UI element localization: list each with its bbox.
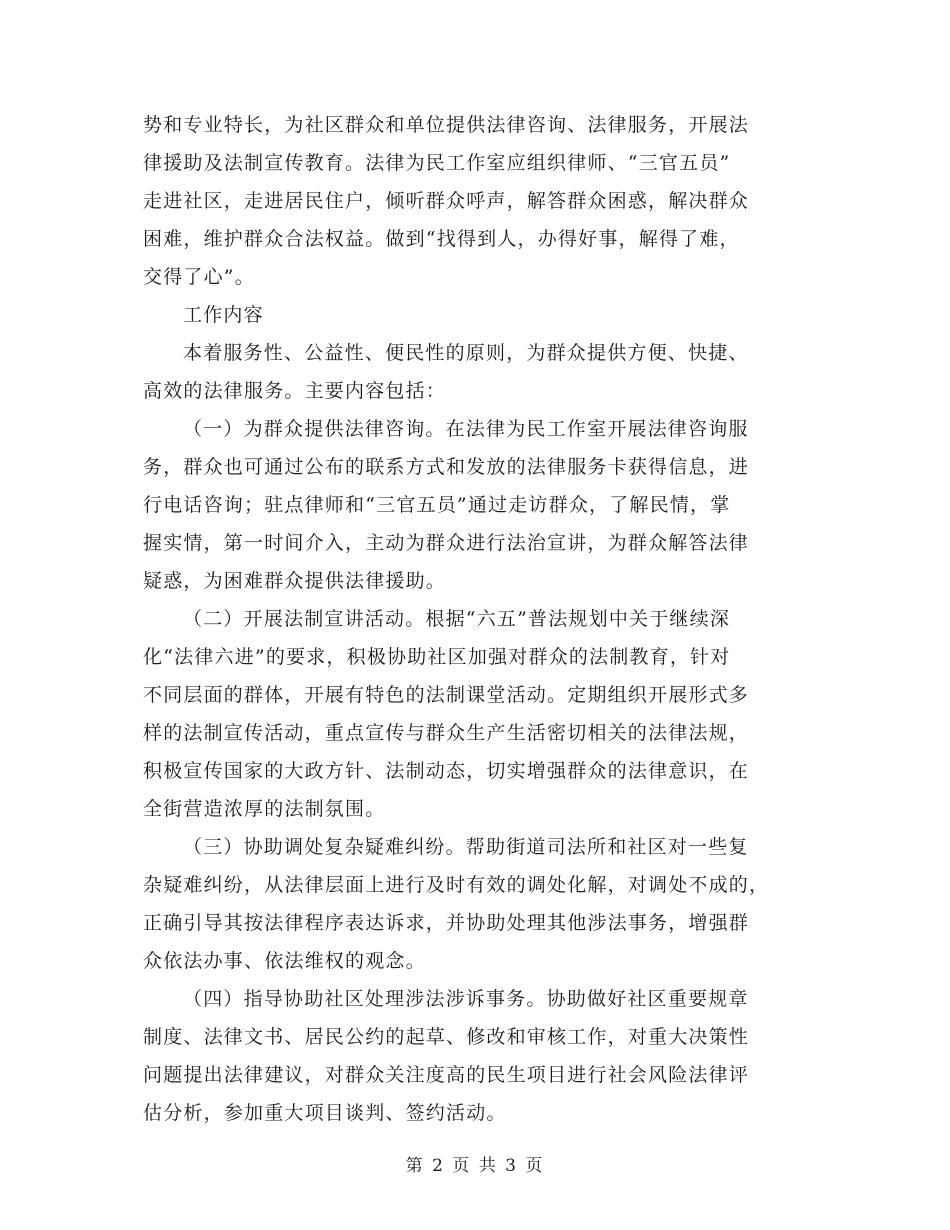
text-line: 制度、法律文书、居民公约的起草、修改和审核工作，对重大决策性 [143,1026,750,1048]
text-line: （四）指导协助社区处理涉法涉诉事务。协助做好社区重要规章 [183,988,749,1010]
section-heading-work-content [143,296,803,334]
text-line: 势和专业特长，为社区群众和单位提供法律咨询、法律服务，开展法 [143,114,750,136]
text-line: 困难，维护群众合法权益。做到“找得到人，办得好事，解得了难， [143,228,740,250]
text-line: 本着服务性、公益性、便民性的原则，为群众提供方便、快捷、 [183,342,749,364]
text-line: 行电话咨询；驻点律师和“三官五员”通过走访群众，了解民情，掌 [143,494,731,516]
text-line: 走进社区，走进居民住户，倾听群众呼声，解答群众困惑，解决群众 [143,190,750,212]
text-line: （三）协助调处复杂疑难纠纷。帮助街道司法所和社区对一些复 [183,836,749,858]
text-line: 握实情，第一时间介入，主动为群众进行法治宣讲，为群众解答法律 [143,532,750,554]
document-body [143,106,803,1132]
text-line: 样的法制宣传活动，重点宣传与群众生产生活密切相关的法律法规， [143,722,750,744]
text-line: 化“法律六进”的要求，积极协助社区加强对群众的法制教育，针对 [143,646,731,668]
paragraph-item-4 [143,980,803,1132]
text-line: （一）为群众提供法律咨询。在法律为民工作室开展法律咨询服 [183,418,749,440]
text-line: 积极宣传国家的大政方针、法制动态，切实增强群众的法律意识，在 [143,760,750,782]
page-number-footer: 第 2 页 共 3 页 [405,1156,545,1176]
paragraph-item-2 [143,600,803,828]
text-line: 不同层面的群体，开展有特色的法制课堂活动。定期组织开展形式多 [143,684,750,706]
paragraph-principles [143,334,803,410]
text-line: 问题提出法律建议，对群众关注度高的民生项目进行社会风险法律评 [143,1064,750,1086]
heading-line: 工作内容 [183,304,264,326]
text-line: 律援助及法制宣传教育。法律为民工作室应组织律师、“三官五员” [143,152,731,174]
text-line: 务，群众也可通过公布的联系方式和发放的法律服务卡获得信息，进 [143,456,750,478]
paragraph-item-3 [143,828,803,980]
text-line: 正确引导其按法律程序表达诉求，并协助处理其他涉法事务，增强群 [143,912,750,934]
text-line: 杂疑难纠纷，从法律层面上进行及时有效的调处化解，对调处不成的， [143,874,770,896]
text-line: 高效的法律服务。主要内容包括： [143,380,447,402]
text-line: 估分析，参加重大项目谈判、签约活动。 [143,1102,507,1124]
paragraph-item-1 [143,410,803,600]
text-line: 全街营造浓厚的法制氛围。 [143,798,386,820]
text-line: 疑惑，为困难群众提供法律援助。 [143,570,447,592]
text-line: （二）开展法制宣讲活动。根据“六五”普法规划中关于继续深 [183,608,731,630]
text-line: 交得了心”。 [143,266,255,288]
text-line: 众依法办事、依法维权的观念。 [143,950,426,972]
paragraph-intro-continued [143,106,803,296]
